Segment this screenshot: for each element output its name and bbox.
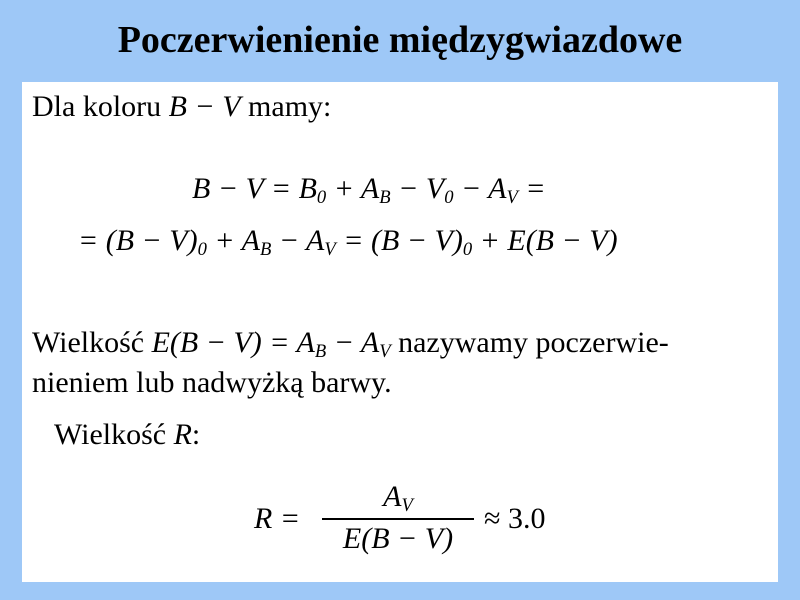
- def2-colon: :: [191, 418, 201, 451]
- def1-word: Wielkość: [32, 326, 152, 359]
- def1-expr1: E(B − V) = A: [151, 326, 315, 359]
- eq3-rhs: ≈ 3.0: [484, 502, 546, 535]
- eq2-part4: = (B − V): [335, 224, 463, 257]
- eq2-sub-0b: 0: [462, 239, 473, 261]
- definition-r-line: [54, 418, 200, 452]
- def1-text1: nazywamy poczerwie-: [390, 326, 669, 359]
- eq1-sub-0b: 0: [444, 187, 454, 209]
- eq1-part3: − A: [453, 172, 507, 205]
- equation-2: [78, 224, 618, 261]
- intro-line: [32, 90, 331, 124]
- intro-text: Dla koloru: [32, 90, 162, 123]
- fraction-denominator: E(B − V): [342, 522, 454, 555]
- def1-sub-b: B: [314, 341, 327, 363]
- eq2-part1: = (B − V): [78, 224, 198, 257]
- intro-tail: mamy:: [248, 90, 332, 123]
- eq1-part2: − V: [390, 172, 445, 205]
- eq1-sub-b: B: [379, 187, 391, 209]
- eq1-lhs: B − V = B: [192, 172, 317, 205]
- fraction-bar: [322, 518, 474, 520]
- slide-title: Poczerwienienie międzygwiazdowe: [117, 19, 683, 61]
- def1-sub-v: V: [379, 341, 391, 363]
- eq2-sub-b: B: [259, 239, 272, 261]
- content-panel: [22, 82, 778, 582]
- def2-variable: R: [173, 418, 192, 451]
- eq2-sub-v: V: [324, 239, 336, 261]
- eq2-part5: + E(B − V): [472, 224, 618, 257]
- eq1-part1: + A: [326, 172, 380, 205]
- equation-1: [192, 172, 546, 209]
- def1-expr2: − A: [326, 326, 380, 359]
- fraction-numerator: [318, 480, 478, 518]
- eq2-part3: − A: [271, 224, 325, 257]
- eq1-part4: =: [517, 172, 546, 205]
- fraction: [318, 480, 478, 556]
- definition-line-2: nieniem lub nadwyżką barwy.: [32, 366, 392, 399]
- eq1-sub-v: V: [506, 187, 518, 209]
- intro-variable: B − V: [168, 90, 241, 123]
- numerator-sub: V: [401, 495, 413, 517]
- eq2-sub-0: 0: [197, 239, 207, 261]
- numerator-text: A: [383, 480, 402, 513]
- eq1-sub-0: 0: [316, 187, 327, 209]
- eq2-part2: + A: [206, 224, 260, 257]
- def2-word: Wielkość: [54, 418, 174, 451]
- definition-line-1: [32, 326, 669, 363]
- eq3-lhs: R =: [254, 502, 301, 535]
